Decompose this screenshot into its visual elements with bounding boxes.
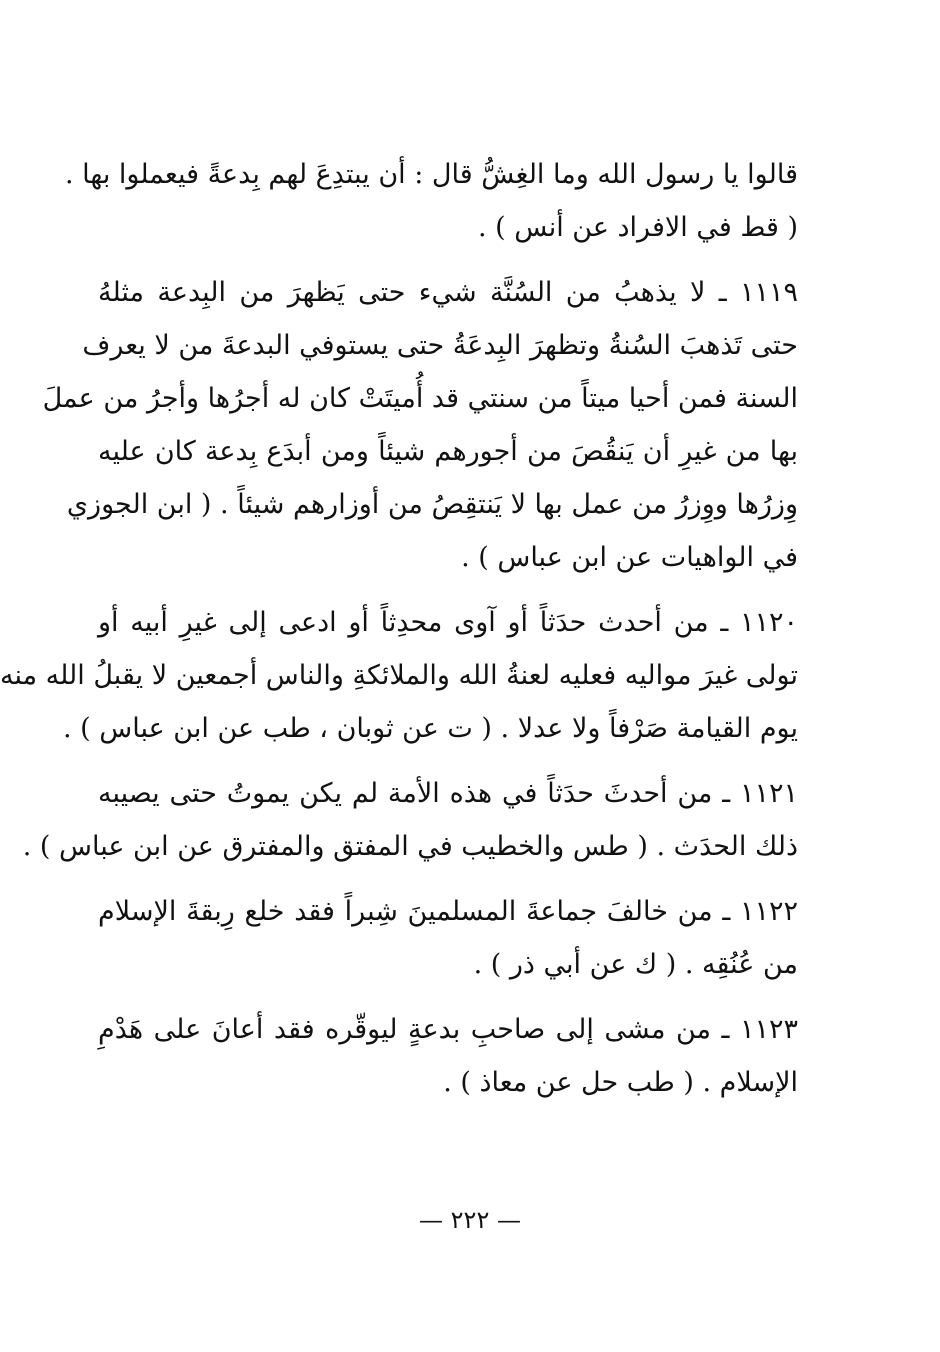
text-line: الإسلام . ( طب حل عن معاذ ) . [443,1067,798,1098]
hadith-1118-end [64,148,798,254]
text-line: قالوا يا رسول الله وما الغِشُّ قال : أن يبتدِعَ لهم بِدعةً فيعملوا بها . [64,159,798,190]
text-line: ١١٢١ ـ من أحدثَ حدَثاً في هذه الأمة لم يكن يموتُ حتى يصيبه [98,778,798,809]
hadith-1123 [98,1003,798,1109]
text-line: بها من غيرِ أن يَنقُصَ من أجورهم شيئاً ومن أبدَع بِدعة كان عليه [98,436,798,467]
hadith-1119 [42,266,798,584]
paragraph-gap [98,755,798,767]
text-line: في الواهيات عن ابن عباس ) . [461,542,798,573]
hadith-1122 [98,885,798,991]
text-line: ذلك الحدَث . ( طس والخطيب في المفتق والمفترق عن ابن عباس ) . [22,831,798,862]
paragraph-gap [98,991,798,1003]
paragraph-gap [98,254,798,266]
page-number: — ٢٢٢ — [419,1206,521,1234]
text-line: تولى غيرَ مواليه فعليه لعنةُ الله والملائكةِ والناس أجمعين لا يقبلُ الله منه [0,660,798,691]
hadith-1120 [0,596,798,755]
text-line: ١١٢٠ ـ من أحدث حدَثاً أو آوى محدِثاً أو ادعى إلى غيرِ أبيه أو [98,607,798,638]
text-line: حتى تَذهبَ السُنةُ وتظهرَ البِدعَةُ حتى يستوفي البدعةَ من لا يعرف [82,330,798,361]
text-line: ( قط في الافراد عن أنس ) . [477,212,798,243]
text-line: ١١٢٢ ـ من خالفَ جماعةَ المسلمينَ شِبراً فقد خلع رِبقةَ الإسلام [98,896,798,927]
paragraph-gap [98,584,798,596]
text-line: يوم القيامة صَرْفاً ولا عدلا . ( ت عن ثوبان ، طب عن ابن عباس ) . [62,713,798,744]
text-line: من عُنُقِه . ( ك عن أبي ذر ) . [473,949,798,980]
text-line: ١١٢٣ ـ من مشى إلى صاحبِ بدعةٍ ليوقّره فقد أعانَ على هَدْمِ [98,1014,798,1045]
page-body [0,148,798,1109]
paragraph-gap [98,873,798,885]
text-line: السنة فمن أحيا ميتاً من سنتي قد أُميتَتْ كان له أجرُها وأجرُ من عملَ [42,383,798,414]
text-line: ١١١٩ ـ لا يذهبُ من السُنَّة شيء حتى يَظهرَ من البِدعة مثلهُ [98,277,798,308]
text-line: وِزرُها ووِزرُ من عمل بها لا يَنتقِصُ من أوزارهم شيئاً . ( ابن الجوزي [66,489,798,520]
hadith-1121 [22,767,798,873]
